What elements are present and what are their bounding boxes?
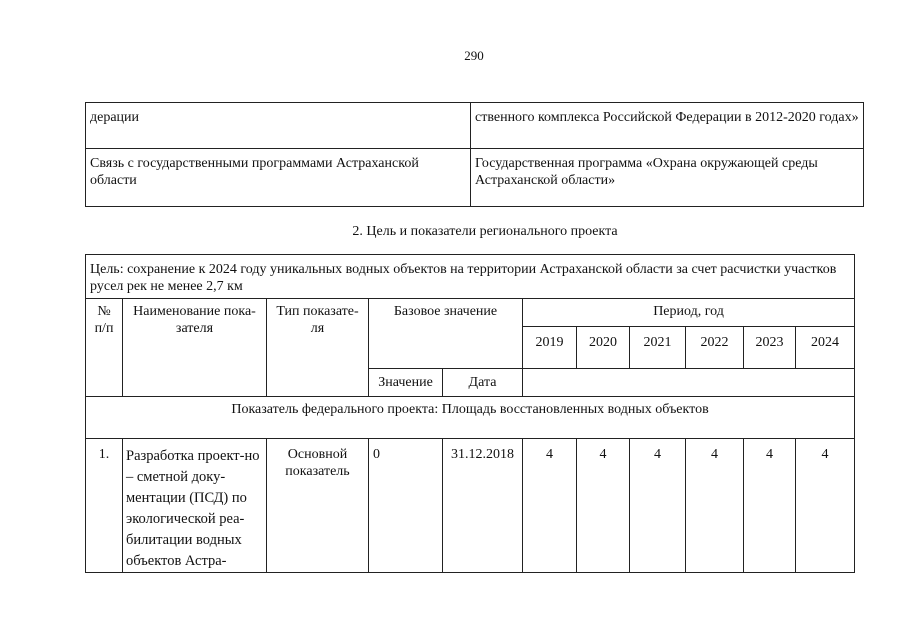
row-number: 1. — [86, 439, 123, 573]
passport-row — [86, 149, 864, 207]
number-header: № п/п — [86, 299, 123, 397]
page-number: 290 — [464, 48, 484, 63]
section-heading: 2. Цель и показатели регионального проекта — [352, 224, 618, 239]
type-header: Тип показате-ля — [267, 299, 369, 397]
year-header: 2019 — [523, 327, 577, 369]
year-value: 4 — [523, 439, 577, 573]
year-value: 4 — [630, 439, 686, 573]
federal-indicator-row — [86, 397, 855, 439]
passport-table — [85, 102, 864, 207]
base-value-header: Базовое значение — [369, 299, 523, 369]
year-header: 2024 — [796, 327, 855, 369]
passport-value-cell: ственного комплекса Российской Федерации в 2012-2020 годах» — [471, 103, 864, 149]
passport-value-cell: Государственная программа «Охрана окружающей среды Астраханской области» — [471, 149, 864, 207]
passport-label-cell: Связь с государственными программами Астраханской области — [86, 149, 471, 207]
indicator-name: Разработка проект-но – сметной доку-ментации (ПСД) по экологической реа-билитации водных объектов Астра- — [123, 439, 267, 573]
header-row — [86, 299, 855, 327]
year-header: 2021 — [630, 327, 686, 369]
federal-indicator-cell: Показатель федерального проекта: Площадь восстановленных водных объектов — [86, 397, 855, 439]
date-header: Дата — [443, 369, 523, 397]
name-header: Наименование пока-зателя — [123, 299, 267, 397]
year-value: 4 — [796, 439, 855, 573]
period-spacer — [523, 369, 855, 397]
year-value: 4 — [744, 439, 796, 573]
value-header: Значение — [369, 369, 443, 397]
year-header: 2022 — [686, 327, 744, 369]
indicator-type: Основной показатель — [267, 439, 369, 573]
year-value: 4 — [577, 439, 630, 573]
year-value: 4 — [686, 439, 744, 573]
passport-label-cell: дерации — [86, 103, 471, 149]
table-row — [86, 439, 855, 573]
goals-indicators-table — [85, 254, 855, 573]
goal-row — [86, 255, 855, 299]
base-date: 31.12.2018 — [443, 439, 523, 573]
year-header: 2023 — [744, 327, 796, 369]
base-value: 0 — [369, 439, 443, 573]
passport-row — [86, 103, 864, 149]
period-header: Период, год — [523, 299, 855, 327]
goal-cell: Цель: сохранение к 2024 году уникальных водных объектов на территории Астраханской области за счет расчистки участков русел рек не менее 2,7 км — [86, 255, 855, 299]
year-header: 2020 — [577, 327, 630, 369]
